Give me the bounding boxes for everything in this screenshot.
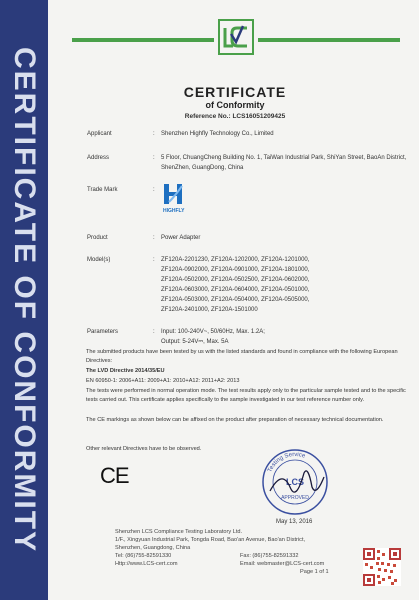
applicant-value: Shenzhen Highfly Technology Co., Limited <box>161 131 274 137</box>
lab-name: Shenzhen LCS Compliance Testing Laboratory Ltd. <box>115 529 243 535</box>
model-line: ZF120A-0502000, ZF120A-0502500, ZF120A-0602000, <box>161 277 310 283</box>
parameters-colon: : <box>153 329 155 335</box>
lab-address-line1: 1/F., Xingyuan Industrial Park, Tongda Road, Bao'an Avenue, Bao'an District, <box>115 537 306 543</box>
ce-marking-text: The CE markings as shown below can be affixed on the product after preparation of necessary technical documentation. <box>86 417 384 423</box>
lab-website: Http://www.LCS-cert.com <box>115 561 178 567</box>
trademark-logo-text: HIGHFLY <box>163 208 185 214</box>
test-conditions-text: The tests were performed in normal operation mode. The test results apply only to the particular sample tested and to the specific tests carried out. This certificate applies specifically to the sample investigated in our test reference number only. <box>86 388 406 404</box>
ce-mark: CE <box>100 463 129 488</box>
compliance-statement: The submitted products have been tested by us with the listed standards and found in compliance with the following European Directives: <box>86 349 398 365</box>
applicant-label: Applicant <box>87 131 112 137</box>
model-line: ZF120A-0902000, ZF120A-0901000, ZF120A-1801000, <box>161 267 310 273</box>
parameters-output: Output: 5-24V⎓, Max. 5A <box>161 339 229 345</box>
address-label: Address <box>87 155 110 161</box>
lab-email: Email: webmaster@LCS-cert.com <box>240 561 325 567</box>
header-green-rule-right <box>258 38 400 42</box>
stamp-center-text: LCS <box>286 477 304 487</box>
model-line: ZF120A-0603000, ZF120A-0604000, ZF120A-0501000, <box>161 287 310 293</box>
stamp-bottom-text: APPROVED <box>281 495 309 501</box>
model-line: ZF120A-2201230, ZF120A-1202000, ZF120A-1201000, <box>161 257 310 263</box>
models-label: Model(s) <box>87 257 111 263</box>
address-colon: : <box>153 155 155 161</box>
sidebar-band <box>0 0 48 600</box>
lcs-logo-icon <box>217 18 255 56</box>
other-directives-text: Other relevant Directives have to be observed. <box>86 446 202 452</box>
product-value: Power Adapter <box>161 235 201 241</box>
applicant-colon: : <box>153 131 155 137</box>
models-list <box>161 255 411 315</box>
lab-tel: Tel: (86)755-82591330 <box>115 553 172 559</box>
product-colon: : <box>153 235 155 241</box>
approval-stamp <box>260 447 330 517</box>
highfly-trademark-logo <box>162 182 188 214</box>
header-green-rule-left <box>72 38 214 42</box>
page-number: Page 1 of 1 <box>300 569 329 575</box>
sidebar-title: CERTIFICATE OF CONFORMITY <box>8 46 41 554</box>
stamp-top-text: Testing Service <box>267 451 306 474</box>
parameters-label: Parameters <box>87 329 119 335</box>
issue-date: May 13, 2016 <box>276 519 313 525</box>
certificate-subtitle: of Conformity <box>205 100 265 110</box>
lab-fax: Fax: (86)755-82591332 <box>240 553 299 559</box>
parameters-input: Input: 100-240V~, 50/60Hz, Max. 1.2A; <box>161 329 265 335</box>
directive-title: The LVD Directive 2014/35/EU <box>86 368 165 374</box>
standard-reference: EN 60950-1: 2006+A11: 2009+A1: 2010+A12: 2011+A2: 2013 <box>86 378 240 384</box>
verification-qr-code <box>363 548 401 586</box>
product-label: Product <box>87 235 108 241</box>
trademark-label: Trade Mark <box>87 187 118 193</box>
trademark-colon: : <box>153 187 155 193</box>
certificate-title: CERTIFICATE <box>183 84 287 100</box>
lab-address-line2: Shenzhen, Guangdong, China <box>115 545 191 551</box>
model-line: ZF120A-2401000, ZF120A-1501000 <box>161 307 258 313</box>
model-line: ZF120A-0503000, ZF120A-0504000, ZF120A-0505000, <box>161 297 310 303</box>
models-colon: : <box>153 257 155 263</box>
reference-number: Reference No.: LCS16051209425 <box>184 113 286 120</box>
address-value: 5 Floor, ChuangCheng Building No. 1, TaiWan Industrial Park, ShiYan Street, BaoAn District, ShenZhen, GuangDong, China <box>161 155 407 171</box>
